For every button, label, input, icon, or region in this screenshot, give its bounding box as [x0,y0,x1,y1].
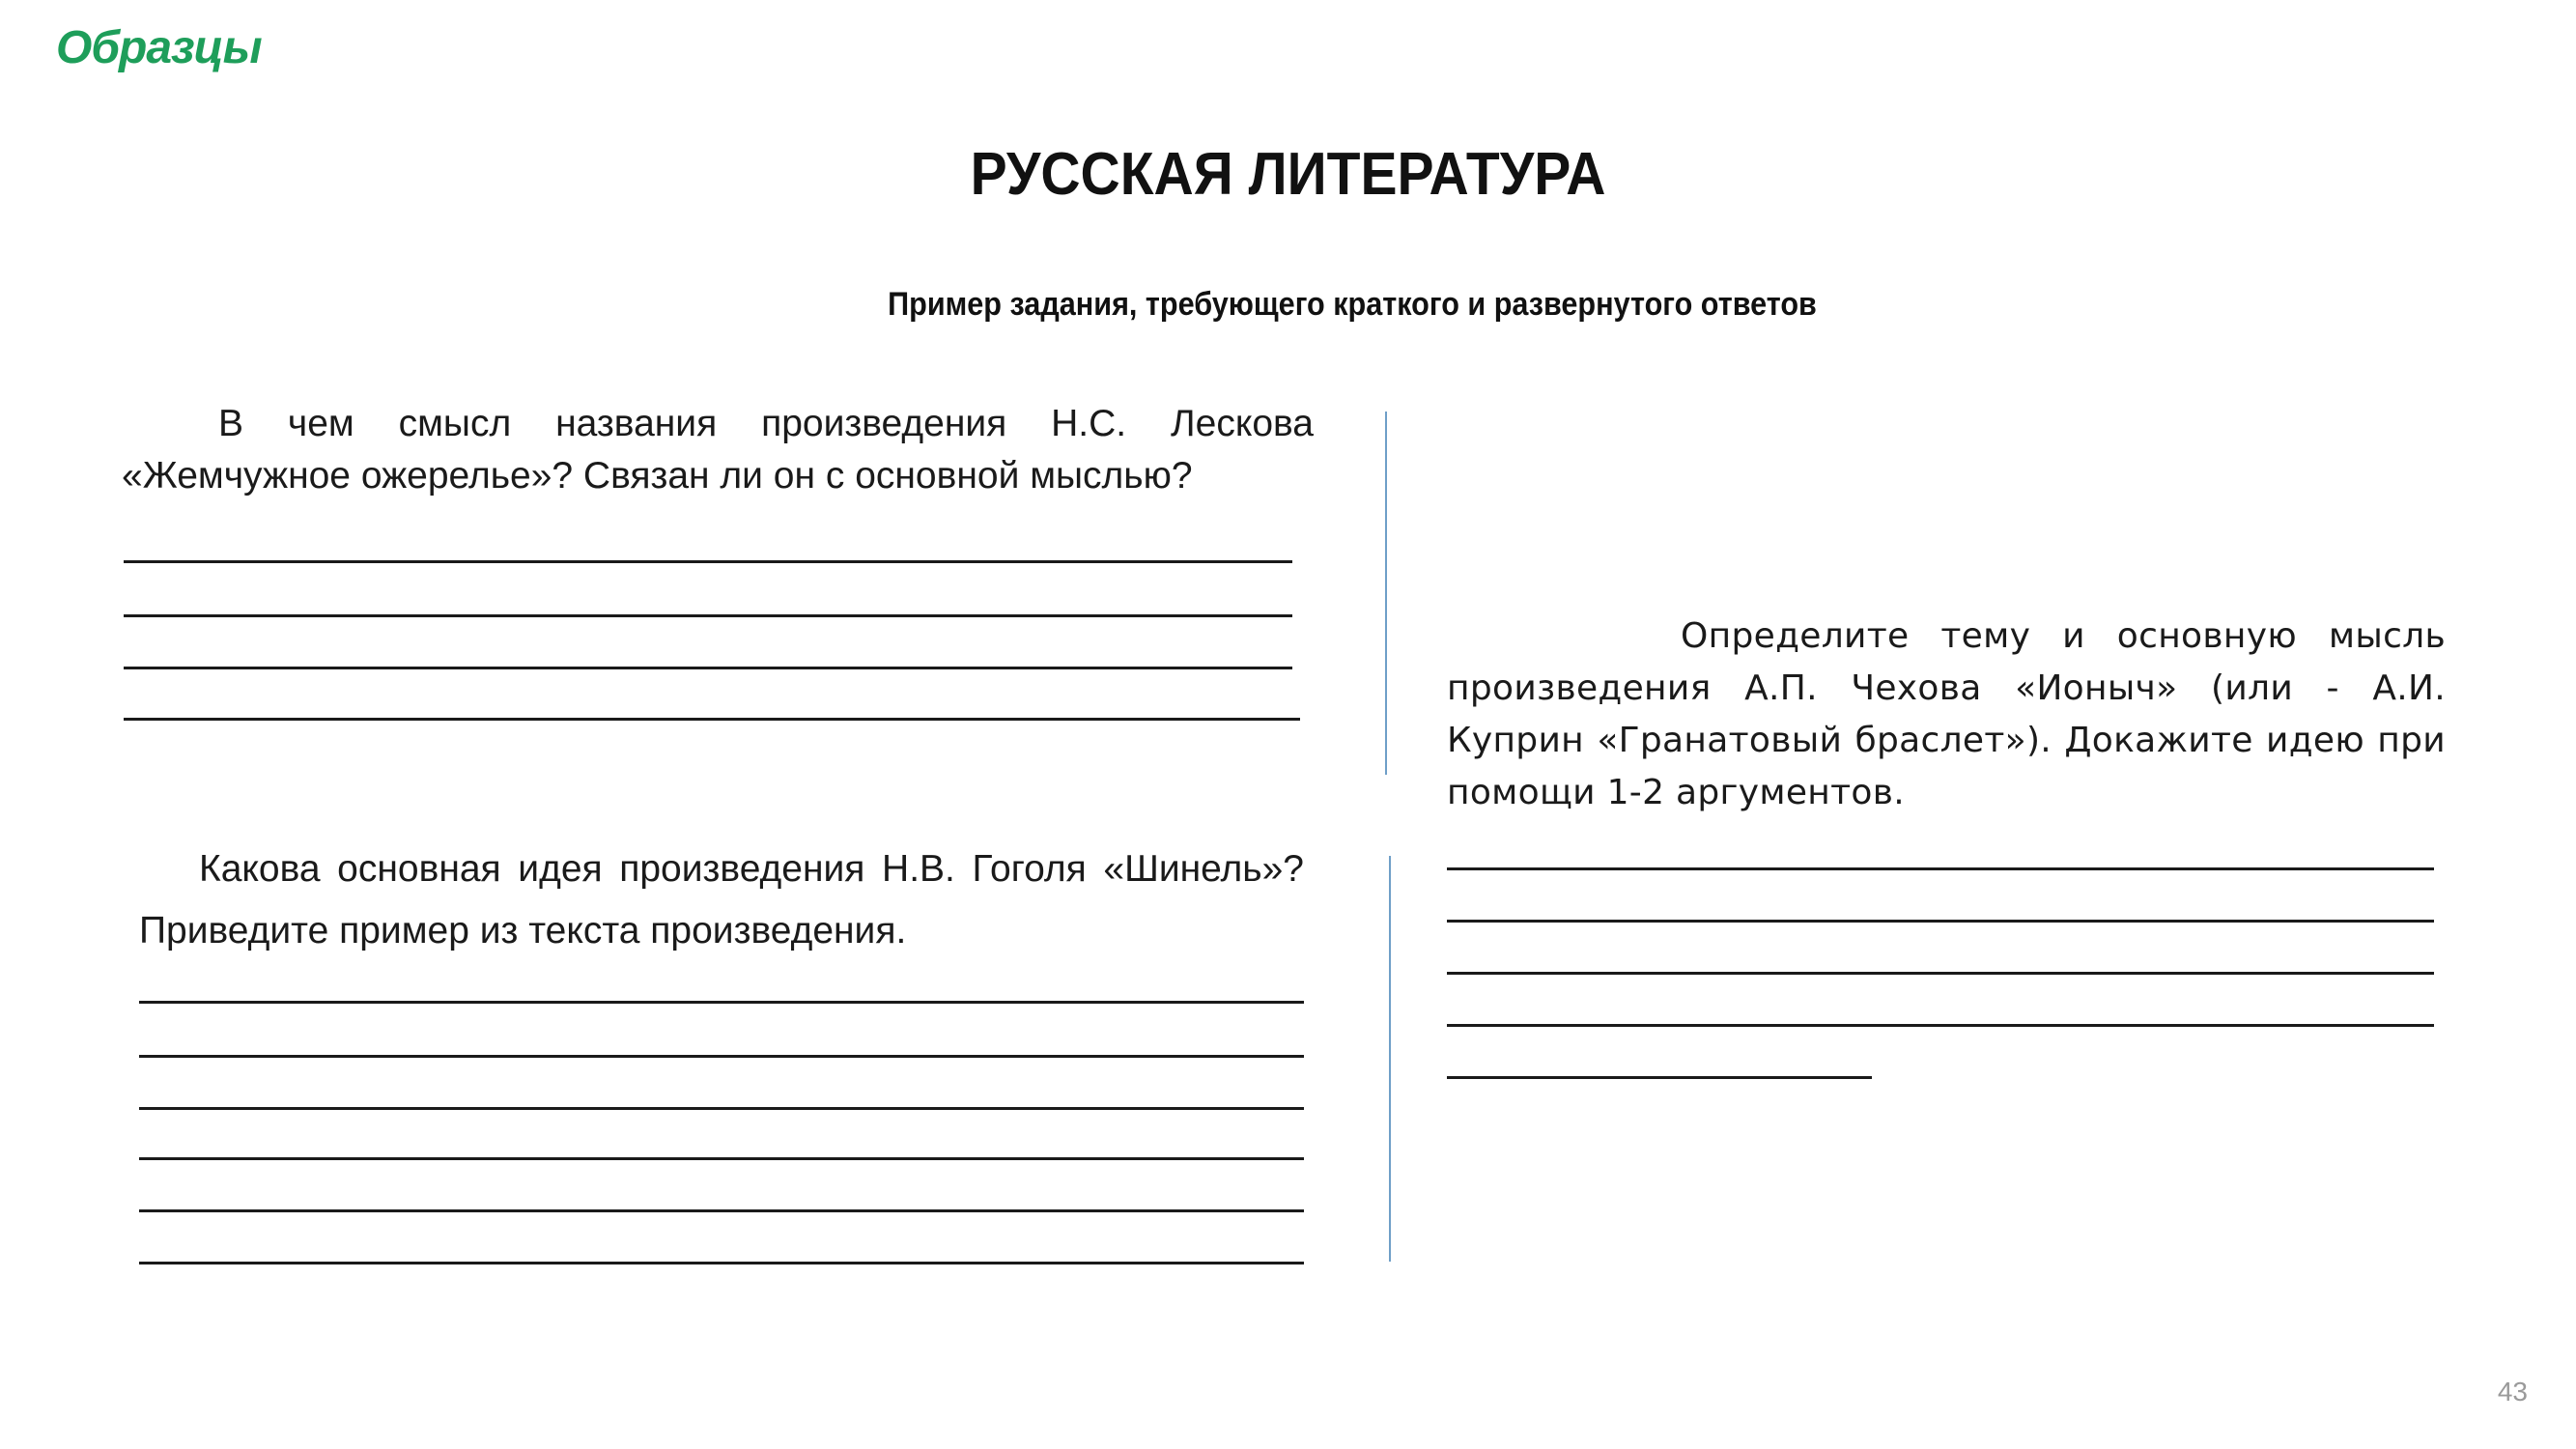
answer-line[interactable] [124,560,1292,563]
page-number: 43 [2497,1377,2528,1406]
answer-line[interactable] [124,667,1292,669]
question-2-text: Какова основная идея произведения Н.В. Гоголя «Шинель»? Приведите пример из текста произведения. [139,848,1304,952]
answer-line[interactable] [139,1055,1304,1058]
question-1-text: В чем смысл названия произведения Н.С. Лескова «Жемчужное ожерелье»? Связан ли он с основной мыслью? [122,403,1314,497]
answer-line[interactable] [139,1209,1304,1212]
answer-line[interactable] [139,1107,1304,1110]
answer-line[interactable] [124,614,1292,617]
section-label: Образцы [56,22,262,73]
question-3-text: Определите тему и основную мысль произведения А.П. Чехова «Ионыч» (или - А.И. Куприн «Гранатовый браслет»). Докажите идею при помощи 1-2 аргументов. [1447,616,2446,812]
answer-line[interactable] [1447,1076,1872,1079]
answer-line[interactable] [139,1262,1304,1264]
page-title: РУССКАЯ ЛИТЕРАТУРА [970,141,1606,208]
column-divider [1389,856,1391,1262]
answer-line[interactable] [1447,920,2434,923]
answer-line[interactable] [1447,972,2434,975]
answer-line[interactable] [124,718,1300,721]
column-divider [1385,412,1387,775]
answer-line[interactable] [1447,867,2434,870]
page-subtitle: Пример задания, требующего краткого и развернутого ответов [888,286,1817,323]
answer-line[interactable] [1447,1024,2434,1027]
answer-line[interactable] [139,1157,1304,1160]
answer-line[interactable] [139,1001,1304,1004]
